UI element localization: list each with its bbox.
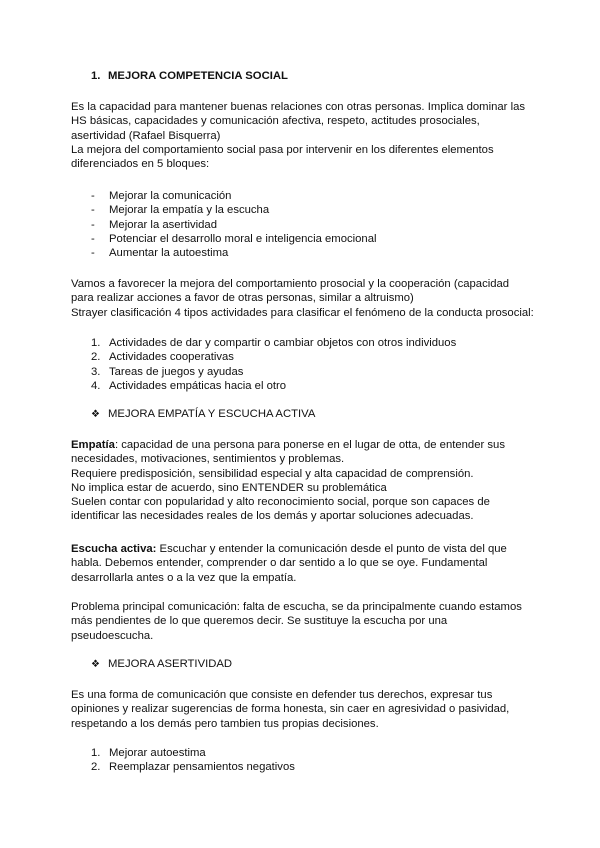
heading-title: MEJORA COMPETENCIA SOCIAL xyxy=(108,70,288,82)
list-item: 3. Tareas de juegos y ayudas xyxy=(91,365,244,378)
problema-paragraph xyxy=(71,600,541,643)
heading-number: 1. xyxy=(91,70,101,82)
intro-line: Es la capacidad para mantener buenas relaciones con otras personas. Implica dominar las xyxy=(71,101,526,113)
empatia-line: No implica estar de acuerdo, sino ENTENDER su problemática xyxy=(71,481,387,494)
list-item: 2. Reemplazar pensamientos negativos xyxy=(91,761,295,774)
intro-line: HS básicas, capacidades y comunicación afectiva, respeto, actitudes prosociales, xyxy=(71,115,480,128)
escucha-term: Escucha activa: xyxy=(71,543,157,555)
list-item: 2. Actividades cooperativas xyxy=(91,351,234,364)
asertividad-line: respetando a los demás pero tambien tus propias decisiones. xyxy=(71,717,379,730)
problema-line: pseudoescucha. xyxy=(71,629,154,642)
asertividad-line: Es una forma de comunicación que consiste en defender tus derechos, expresar tus xyxy=(71,689,493,701)
empatia-line: Suelen contar con popularidad y alto reconocimiento social, porque son capaces de xyxy=(71,496,490,509)
list-item: - Potenciar el desarrollo moral e inteligencia emocional xyxy=(91,232,377,245)
intro-line: asertividad (Rafael Bisquerra) xyxy=(71,129,221,142)
asertividad-paragraph xyxy=(71,688,541,731)
subheading-asertividad xyxy=(91,658,232,670)
subheading-title: MEJORA EMPATÍA Y ESCUCHA ACTIVA xyxy=(108,408,316,420)
prosocial-line: Vamos a favorecer la mejora del comportamiento prosocial y la cooperación (capacidad xyxy=(71,278,510,290)
empatia-line: identificar las necesidades reales de los demás y aportar soluciones adecuadas. xyxy=(71,510,474,523)
escucha-paragraph: Escucha activa: Escuchar y entender la comunicación desde el punto de vista del que habla. Debemos entender, comprender o dar sentido a lo que se oye. Fundamental desarrollarla antes o a la vez que la empatía. xyxy=(71,542,541,585)
list-item: - Mejorar la empatía y la escucha xyxy=(91,204,270,217)
actividades-list xyxy=(91,336,456,393)
prosocial-paragraph xyxy=(71,277,541,320)
subheading-title: MEJORA ASERTIVIDAD xyxy=(108,658,233,670)
list-item: 4. Actividades empáticas hacia el otro xyxy=(91,379,287,392)
empatia-term: Empatía xyxy=(71,439,115,451)
diamond-bullet-icon: ❖ xyxy=(91,659,100,670)
escucha-line: habla. Debemos entender, comprender o dar sentido a lo que se oye. Fundamental xyxy=(71,557,488,570)
prosocial-line: para realizar acciones a favor de otras personas, similar a altruismo) xyxy=(71,292,414,305)
section-heading xyxy=(91,70,288,82)
problema-line: más pendientes de lo que queremos decir. Se sustituye la escucha por una xyxy=(71,615,448,628)
intro-line: La mejora del comportamiento social pasa por intervenir en los diferentes elementos xyxy=(71,143,494,156)
problema-line: Problema principal comunicación: falta de escucha, se da principalmente cuando estamos xyxy=(71,601,522,613)
list-item: - Mejorar la asertividad xyxy=(91,218,217,231)
intro-line: diferenciados en 5 bloques: xyxy=(71,158,210,171)
list-item: 1. Actividades de dar y compartir o cambiar objetos con otros individuos xyxy=(91,337,457,349)
list-item: 1. Mejorar autoestima xyxy=(91,747,206,759)
subheading-empatia xyxy=(91,408,315,420)
list-item: - Aumentar la autoestima xyxy=(91,247,229,260)
asertividad-line: opiniones y realizar sugerencias de forma honesta, sin caer en agresividad o pasividad, xyxy=(71,703,510,716)
pasos-list xyxy=(91,746,295,775)
escucha-line: desarrollarla antes o a la vez que la empatía. xyxy=(71,571,297,584)
list-item: - Mejorar la comunicación xyxy=(91,190,232,202)
prosocial-line: Strayer clasificación 4 tipos actividades para clasificar el fenómeno de la conducta prosocial: xyxy=(71,306,534,319)
empatia-line: Requiere predisposición, sensibilidad especial y alta capacidad de comprensión. xyxy=(71,467,474,480)
bloques-list xyxy=(91,189,377,260)
diamond-bullet-icon: ❖ xyxy=(91,409,100,420)
empatia-paragraph: Empatía: capacidad de una persona para ponerse en el lugar de otta, de entender sus necesidades, motivaciones, sentimientos y problemas. Requiere predisposición, sensibilidad especial y alta capacidad de comprensión. No implica estar de acuerdo, sino ENTENDER su problemática Suelen contar con popularidad y alto reconocimiento social, porque son capaces de identificar las necesidades reales de los demás y aportar soluciones adecuadas. xyxy=(71,438,541,524)
intro-paragraph xyxy=(71,100,541,171)
empatia-line: necesidades, motivaciones, sentimientos y problemas. xyxy=(71,453,345,466)
